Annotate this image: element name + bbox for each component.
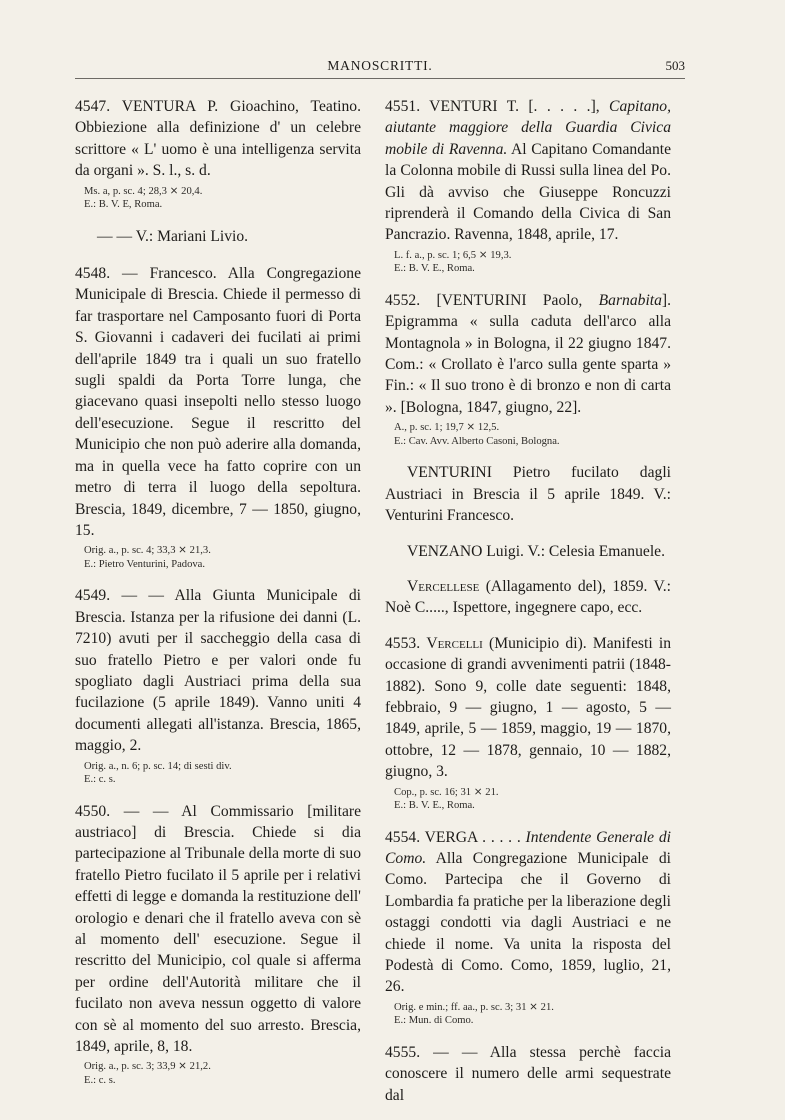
entry-text [385,633,671,783]
headword: Vercellese [407,577,480,595]
meta-holder: E.: Mun. di Como. [394,1015,474,1027]
meta-physical: Orig. a., p. sc. 4; 33,3 ⨯ 21,3. [84,545,211,557]
entry-meta [84,760,361,787]
entry-lead: 4553. [385,634,427,652]
entry-text: 4547. VENTURA P. Gioachino, Teatino. Obbiezione alla definizione d' un celebre scrittore « L' uomo è una intelligenza servita da organi ». S. l., s. d. [75,98,361,180]
page-header [75,58,685,79]
entry-4555 [385,1042,671,1106]
entry-text [385,827,671,998]
meta-physical: L. f. a., p. sc. 1; 6,5 ⨯ 19,3. [394,249,512,261]
meta-holder: E.: c. s. [84,774,116,786]
entry-text [385,96,671,246]
entry-text: 4550. — — Al Commissario [militare austriaco] di Brescia. Chiede si dia partecipazione al Tribunale della morte di suo fratello Pietro fucilato il 5 aprile per i relativi effetti di legge e domanda la restituzione dell' orologio e denari che il fratello aveva con sè al momento dell' esecuzione. Segue il rescritto del Municipio, col quale si afferma per ordine dell'Autorità militare che il fucilato non aveva nessun oggetto di valore con sè al momento del suo arresto. Brescia, 1849, aprile, 8, 18. [75,802,361,1056]
page-number: 503 [665,58,685,73]
entry-role: Intendente Generale di Como. [385,828,671,867]
entry-meta [84,544,361,571]
meta-physical: Ms. a, p. sc. 4; 28,3 ⨯ 20,4. [84,185,203,197]
entry-body: (Municipio di). Manifesti in occasione di grandi avvenimenti patrii (1848-1882). Sono 9, colle date seguenti: 1848, febbraio, 9 — giugno, 1 — agosto, 5 — 1849, aprile, 5 — 1859, maggio, 19 — 1870, ottobre, 12 — 1878, gennaio, 10 — 1882, giugno, 3. [385,634,672,781]
entry-text [385,290,671,418]
entry-text: 4549. — — Alla Giunta Municipale di Brescia. Istanza per la rifusione dei danni (L. 7210) avuti per il saccheggio della casa di suo fratello Pietro e per valori onde fu spogliato dagli Austriaci prima della sua fucilazione (5 aprile 1849). Vanno uniti 4 documenti allegati all'istanza. Brescia, 1865, maggio, 2. [75,587,361,755]
meta-physical: Cop., p. sc. 16; 31 ⨯ 21. [394,786,499,798]
meta-holder: E.: Cav. Avv. Alberto Casoni, Bologna. [394,435,560,447]
meta-physical: Orig. a., n. 6; p. sc. 14; di sesti div. [84,760,232,772]
meta-holder: E.: B. V. E., Roma. [394,800,475,812]
right-column [385,96,671,1120]
entry-4548 [75,263,361,571]
entry-role: Barnabita [598,291,662,309]
entry-lead: 4554. VERGA . . . . . [385,828,526,846]
headword: Vercelli [426,634,483,652]
meta-physical: Orig. a., p. sc. 3; 33,9 ⨯ 21,2. [84,1061,211,1073]
entry-meta [84,185,361,212]
entry-meta [394,421,671,448]
meta-holder: E.: B. V. E., Roma. [394,263,475,275]
left-column [75,96,361,1101]
entry-meta [394,249,671,276]
entry-role: Capitano, aiutante maggiore della Guardia Civica mobile di Ravenna. [385,98,671,158]
entry-4551 [385,96,671,276]
cross-reference: — — V.: Mariani Livio. [97,227,249,245]
meta-holder: E.: Pietro Venturini, Padova. [84,558,206,570]
meta-holder: E.: B. V. E, Roma. [84,199,163,211]
entry-4550 [75,801,361,1088]
entry-4547 [75,96,361,212]
entry-4553 [385,633,671,813]
meta-holder: E.: c. s. [84,1074,116,1086]
cross-reference: VENZANO Luigi. V.: Celesia Emanuele. [407,542,665,560]
entry-4549 [75,585,361,786]
entry-meta [84,1060,361,1087]
entry-body: (Allagamento del), 1859. V.: Noè C....., Ispettore, ingegnere capo, ecc. [385,577,671,617]
entry-text: 4548. — Francesco. Alla Congregazione Municipale di Brescia. Chiede il permesso di far trasportare nel Camposanto fuori di Porta S. Giovanni i cadaveri dei fucilati ai primi dell'aprile 1849 tra i quali un suo fratello sugli spaldi da Porta Torre lunga, che giacevano quasi insepolti nello stesso luogo dell'esecuzione. Segue il rescritto del Municipio che non può aderire alla domanda, ma in quella vece ha fatto coprire con un metro di terra il luogo della sepoltura. Brescia, 1849, dicembre, 7 — 1850, giugno, 15. [75,265,361,539]
cross-reference: VENTURINI Pietro fucilato dagli Austriaci in Brescia il 5 aprile 1849. V.: Venturini Francesco. [385,464,671,525]
entry-body: Alla Congregazione Municipale di Como. Partecipa che il Governo di Lombardia fa pratiche per la liberazione degli ostaggi condotti via dagli Austriaci e ne chiede il nome. Va unita la risposta del Podestà di Como. Como, 1859, luglio, 21, 26. [385,849,671,996]
entry-body: ]. Epigramma « sulla caduta dell'arco alla Montagnola » in Bologna, il 22 giugno 1847. Com.: « Crollato è l'arco sulla gente sparta » Fin.: « Il suo trono è di bronzo e non di carta ». [Bologna, 1847, giugno, 22]. [385,291,671,416]
entry-meta [394,786,671,813]
entry-body: Al Capitano Comandante la Colonna mobile di Russi sulla linea del Po. Gli dà avviso che Giuseppe Roncuzzi riprenderà il Comando della Civica di San Pancrazio. Ravenna, 1848, aprile, 17. [385,140,671,244]
entry-meta [394,1001,671,1028]
meta-physical: Orig. e min.; ff. aa., p. sc. 3; 31 ⨯ 21. [394,1001,554,1013]
cross-reference [385,576,671,619]
entry-4554 [385,827,671,1028]
entry-text: 4555. — — Alla stessa perchè faccia conoscere il numero delle armi sequestrate dal [385,1043,671,1104]
meta-physical: A., p. sc. 1; 19,7 ⨯ 12,5. [394,422,500,434]
entry-lead: 4552. [VENTURINI Paolo, [385,291,599,309]
entry-lead: 4551. VENTURI T. [. . . . .], [385,98,610,115]
running-title: MANOSCRITTI. [327,58,433,73]
entry-4552 [385,290,671,448]
